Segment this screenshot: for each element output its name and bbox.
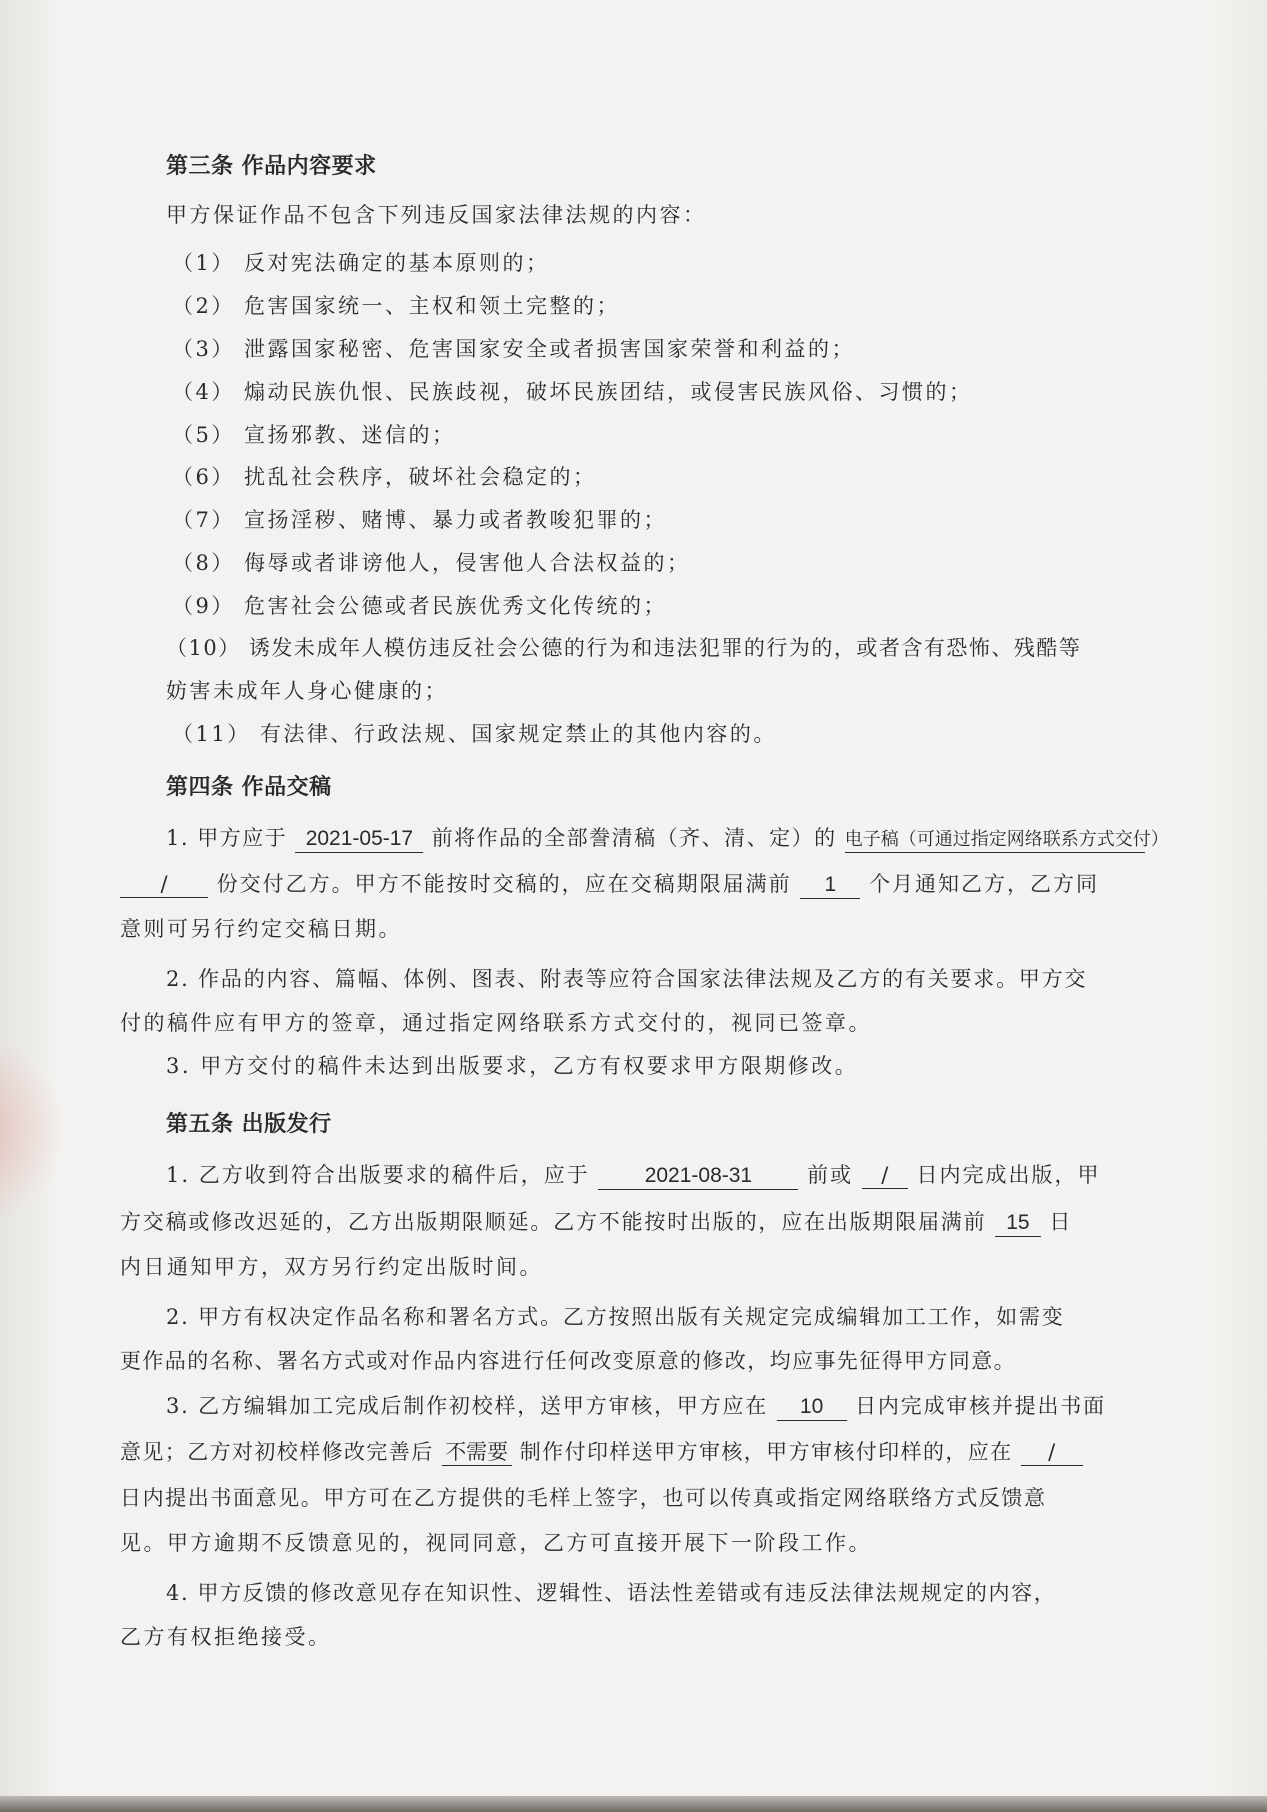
deadline-date-field: 2021-05-17 — [295, 826, 423, 853]
article5-p3-line1: 3. 乙方编辑加工完成后制作初校样，送甲方审核，甲方应在 10 日内完成审核并提出书面 — [166, 1391, 1106, 1421]
article4-p1-line1: 1. 甲方应于 2021-05-17 前将作品的全部誊清稿（齐、清、定）的 电子稿（可通过指定网络联系方式交付） — [166, 823, 1145, 853]
article3-item-3: （3） 泄露国家秘密、危害国家安全或者损害国家荣誉和利益的； — [172, 337, 856, 361]
article3-item-5: （5） 宣扬邪教、迷信的； — [172, 423, 456, 447]
article3-item-1: （1） 反对宪法确定的基本原则的； — [172, 251, 550, 275]
article4-p2-line1: 2. 作品的内容、篇幅、体例、图表、附表等应符合国家法律法规及乙方的有关要求。甲方交 — [166, 967, 1088, 991]
article3-item-10-cont: 妨害未成年人身心健康的； — [166, 679, 448, 703]
article5-p3-line2: 意见；乙方对初校样修改完善后 不需要 制作付印样送甲方审核，甲方审核付印样的，应在 / — [120, 1437, 1083, 1467]
article4-p2-line2: 付的稿件应有甲方的签章，通过指定网络联系方式交付的，视同已签章。 — [120, 1011, 872, 1035]
article5-p3-line3: 日内提出书面意见。甲方可在乙方提供的毛样上签字，也可以传真或指定网络联络方式反馈意 — [120, 1486, 1047, 1510]
article3-item-11: （11） 有法律、行政法规、国家规定禁止的其他内容的。 — [172, 722, 777, 746]
publish-date-field: 2021-08-31 — [598, 1163, 798, 1190]
article5-p2-line1: 2. 甲方有权决定作品名称和署名方式。乙方按照出版有关规定完成编辑加工工作，如需变 — [166, 1305, 1065, 1329]
article4-heading: 第四条 作品交稿 — [166, 775, 332, 800]
article4-p1-line3: 意则可另行约定交稿日期。 — [120, 917, 402, 941]
notice-months-field: 1 — [800, 872, 860, 899]
proof-required-field: 不需要 — [442, 1439, 512, 1466]
article5-p1-line2: 方交稿或修改迟延的，乙方出版期限顺延。乙方不能按时出版的，应在出版期限届满前 15 日 — [120, 1207, 1072, 1237]
article3-item-7: （7） 宣扬淫秽、赌博、暴力或者教唆犯罪的； — [172, 508, 668, 532]
article4-p3: 3. 甲方交付的稿件未达到出版要求，乙方有权要求甲方限期修改。 — [166, 1054, 859, 1078]
article4-p1-line2: / 份交付乙方。甲方不能按时交稿的，应在交稿期限届满前 1 个月通知乙方，乙方同 — [120, 869, 1099, 899]
scan-bottom-edge — [0, 1796, 1267, 1812]
article5-p3-line4: 见。甲方逾期不反馈意见的，视同同意，乙方可直接开展下一阶段工作。 — [120, 1531, 872, 1555]
notice-days-field: 15 — [995, 1210, 1041, 1237]
article3-intro: 甲方保证作品不包含下列违反国家法律法规的内容： — [166, 203, 707, 227]
article3-heading: 第三条 作品内容要求 — [166, 154, 377, 179]
article3-item-8: （8） 侮辱或者诽谤他人，侵害他人合法权益的； — [172, 551, 691, 575]
print-review-days-field: / — [1021, 1439, 1083, 1466]
review-days-field: 10 — [777, 1394, 847, 1421]
article3-item-9: （9） 危害社会公德或者民族优秀文化传统的； — [172, 594, 668, 618]
article5-p4-line2: 乙方有权拒绝接受。 — [120, 1625, 332, 1649]
publish-days-field: / — [862, 1162, 908, 1189]
manuscript-format-field: 电子稿（可通过指定网络联系方式交付） — [845, 826, 1145, 853]
article3-item-6: （6） 扰乱社会秩序，破坏社会稳定的； — [172, 465, 597, 489]
article3-item-4: （4） 煽动民族仇恨、民族歧视，破坏民族团结，或侵害民族风俗、习惯的； — [172, 380, 973, 404]
article5-p1-line1: 1. 乙方收到符合出版要求的稿件后，应于 2021-08-31 前或 / 日内完成出版，甲 — [166, 1160, 1100, 1190]
article3-item-2: （2） 危害国家统一、主权和领土完整的； — [172, 294, 621, 318]
red-seal-fragment — [0, 1040, 60, 1220]
article5-p1-line3: 内日通知甲方，双方另行约定出版时间。 — [120, 1255, 543, 1279]
copies-field: / — [120, 871, 208, 898]
article5-heading: 第五条 出版发行 — [166, 1112, 332, 1137]
article3-item-10: （10） 诱发未成年人模仿违反社会公德的行为和违法犯罪的行为的，或者含有恐怖、残酷等 — [166, 636, 1082, 660]
article5-p4-line1: 4. 甲方反馈的修改意见存在知识性、逻辑性、语法性差错或有违反法律法规规定的内容， — [166, 1581, 1057, 1605]
article5-p2-line2: 更作品的名称、署名方式或对作品内容进行任何改变原意的修改，均应事先征得甲方同意。 — [120, 1349, 1016, 1373]
